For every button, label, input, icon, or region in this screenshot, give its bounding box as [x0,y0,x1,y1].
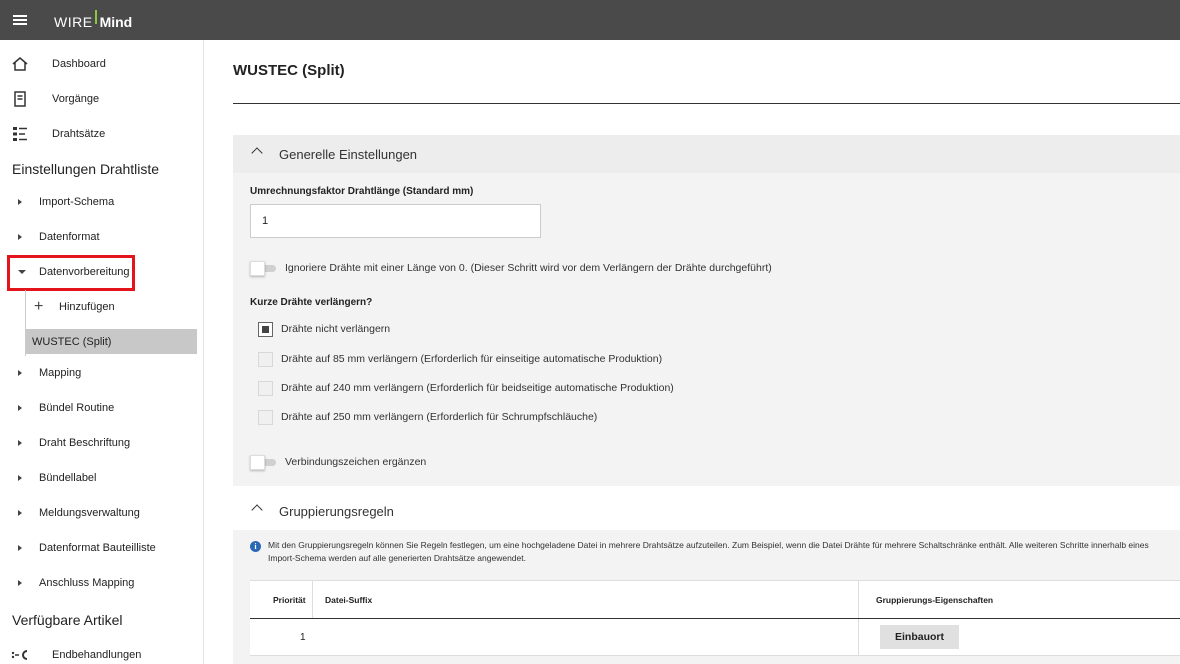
sidebar-item-buendellabel[interactable]: Bündellabel [0,464,203,492]
general-settings-panel [233,135,1180,486]
sidebar-item-draht-beschriftung[interactable]: Draht Beschriftung [0,429,203,457]
add-preparation-button[interactable]: + Hinzufügen [34,298,115,315]
chevron-right-icon [18,370,22,376]
extend-option-240mm[interactable]: Drähte auf 240 mm verlängern (Erforderlich für beidseitige automatische Produktion) [258,380,674,396]
factor-input[interactable] [250,204,541,238]
document-icon [11,90,29,108]
connector-char-toggle[interactable] [250,455,277,469]
table-row[interactable] [250,619,1180,656]
page-title: WUSTEC (Split) [233,62,345,79]
highlight-annotation [7,255,135,291]
chevron-up-icon [251,504,262,515]
list-icon [11,125,29,143]
chevron-right-icon [18,234,22,240]
grouping-rules-panel [233,492,1180,664]
property-chip[interactable]: Einbauort [880,625,959,649]
chevron-up-icon [251,147,262,158]
grouping-rules-header[interactable]: Gruppierungsregeln [233,492,1180,530]
sidebar-item-datenvorbereitung[interactable]: Datenvorbereitung [0,258,203,286]
sidebar-item-endbehandlungen[interactable]: Endbehandlungen [0,640,203,664]
factor-label: Umrechnungsfaktor Drahtlänge (Standard mm) [250,186,474,197]
column-header-priority[interactable]: Priorität [273,594,306,605]
sidebar-item-import-schema[interactable]: Import-Schema [0,188,203,216]
sidebar-item-dashboard[interactable]: Dashboard [0,49,203,79]
plus-icon: + [34,298,44,315]
radio-unselected-icon [258,352,273,367]
radio-unselected-icon [258,381,273,396]
top-bar [0,0,1180,40]
sidebar-item-drahtsaetze[interactable]: Drahtsätze [0,119,203,149]
chevron-right-icon [18,405,22,411]
grouping-info: i Mit den Gruppierungsregeln können Sie Regeln festlegen, um eine hochgeladene Datei in mehrere Drahtsätze aufzuteilen. Zum Beispiel, wenn die Datei Drähte für mehrere Schaltschränke enthält. Alle weiteren Schritte innerhalb eines Import-Schema werden auf alle generierten Drahtsätze angewendet. [250,539,1170,565]
sidebar-item-datenformat-bauteilliste[interactable]: Datenformat Bauteilliste [0,534,203,562]
radio-unselected-icon [258,410,273,425]
general-settings-header[interactable]: Generelle Einstellungen [233,135,1180,173]
connector-char-label: Verbindungszeichen ergänzen [285,456,427,468]
info-icon: i [250,541,261,552]
extend-option-85mm[interactable]: Drähte auf 85 mm verlängern (Erforderlich für einseitige automatische Produktion) [258,351,662,367]
sidebar-item-meldungsverwaltung[interactable]: Meldungsverwaltung [0,499,203,527]
section-settings-heading: Einstellungen Drahtliste [12,161,160,177]
chevron-right-icon [18,510,22,516]
sidebar-item-datenformat[interactable]: Datenformat [0,223,203,251]
home-icon [11,55,29,73]
sidebar-item-buendel-routine[interactable]: Bündel Routine [0,394,203,422]
grouping-table [250,580,1180,656]
table-header-row [250,581,1180,619]
column-header-suffix[interactable]: Datei-Suffix [325,594,373,605]
extend-option-none[interactable]: Drähte nicht verlängern [258,321,390,337]
column-header-properties[interactable]: Gruppierungs-Eigenschaften [876,594,994,605]
sidebar-item-wustec-split[interactable]: WUSTEC (Split) [26,329,197,354]
divider [233,103,1180,104]
sidebar [0,40,204,664]
sidebar-item-mapping[interactable]: Mapping [0,359,203,387]
ignore-zero-length-toggle[interactable] [250,261,277,275]
main-content [204,40,1180,664]
sidebar-item-anschluss-mapping[interactable]: Anschluss Mapping [0,569,203,597]
chevron-right-icon [18,580,22,586]
chevron-right-icon [18,440,22,446]
connector-icon [11,646,29,664]
sidebar-item-vorgaenge[interactable]: Vorgänge [0,84,203,114]
radio-selected-icon [258,322,273,337]
priority-cell: 1 [300,631,306,643]
chevron-right-icon [18,475,22,481]
extend-label: Kurze Drähte verlängern? [250,297,373,308]
ignore-zero-length-label: Ignoriere Drähte mit einer Länge von 0. (Dieser Schritt wird vor dem Verlängern der Drähte durchgeführt) [285,262,772,274]
app-logo: WIRE Mind [54,10,132,30]
menu-icon[interactable] [0,0,40,40]
extend-option-250mm[interactable]: Drähte auf 250 mm verlängern (Erforderlich für Schrumpfschläuche) [258,409,597,425]
chevron-right-icon [18,199,22,205]
chevron-right-icon [18,545,22,551]
section-articles-heading: Verfügbare Artikel [12,612,123,628]
